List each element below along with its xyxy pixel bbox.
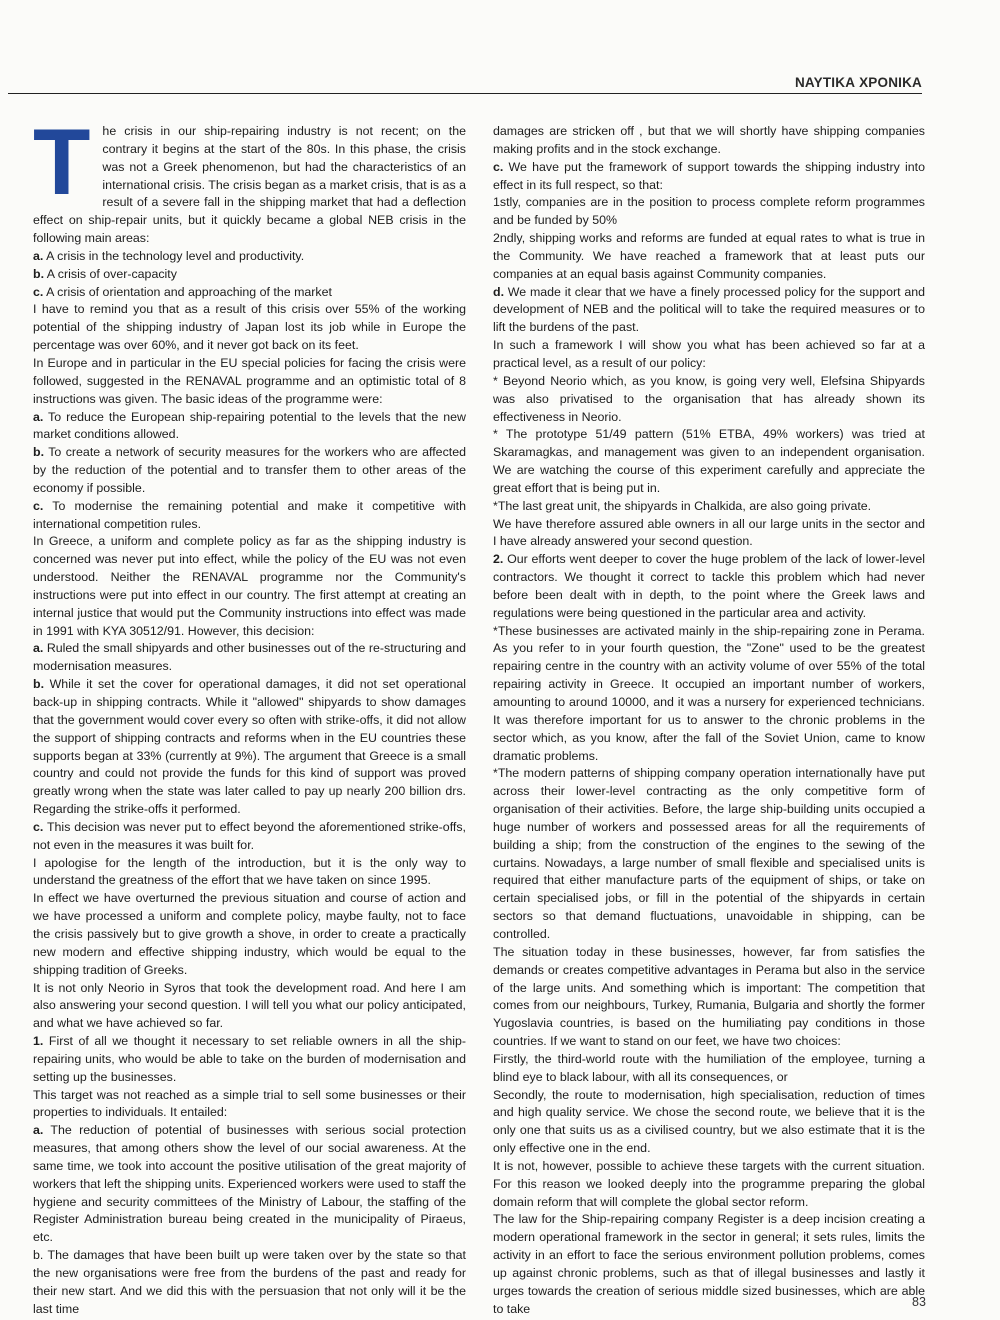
list-marker: 1.: [33, 1034, 44, 1049]
paragraph-text: We have put the framework of support towards the shipping industry into effect in its full respect, so that:: [493, 159, 925, 192]
paragraph-text: This decision was never put to effect beyond the aforementioned strike-offs, not even in the measures it was built for.: [33, 819, 466, 852]
paragraph: [493, 1158, 925, 1212]
paragraph-text: *The last great unit, the shipyards in Chalkida, are also going private.: [493, 498, 872, 513]
list-marker: c.: [33, 498, 44, 513]
paragraph: [493, 373, 925, 427]
paragraph-text: It is not, however, possible to achieve these targets with the current situation. For this reason we looked deeply into the programme preparing the global domain reform that will complete the global sector reform.: [493, 1158, 925, 1209]
paragraph-text: b. The damages that have been built up were taken over by the state so that the new organisations were free from the burdens of the past and ready for their new start. And we did this with the persuasion that not only will it be the last time: [33, 1248, 466, 1316]
paragraph: [33, 890, 466, 979]
paragraph: [493, 123, 925, 159]
list-marker: b.: [33, 677, 45, 692]
paragraph: [493, 1211, 925, 1318]
list-marker: a.: [33, 409, 44, 424]
paragraph: [493, 284, 925, 338]
paragraph-text: The reduction of potential of businesses with serious social protection measures, that among others show the level of our social awareness. At the same time, we took into account the positive utilisation of the great majority of workers that left the shipping units. Experienced workers were used to staff the hygiene and security committees of the Ministry of Labour, the staffing of the Register Administration bureau being created in the municipality of Piraeus, etc.: [33, 1123, 466, 1245]
paragraph: [33, 855, 466, 891]
list-marker: d.: [493, 284, 505, 299]
paragraph-text: * Beyond Neorio which, as you know, is going very well, Elefsina Shipyards was also privatised to the organisation that has already shown its effectiveness in Neorio.: [493, 373, 925, 424]
paragraph: [33, 1033, 466, 1087]
paragraph: [493, 765, 925, 943]
paragraph: [33, 498, 466, 534]
list-marker: a.: [33, 641, 44, 656]
paragraph-text: *The modern patterns of shipping company operation internationally have put across their lower-level contracting as the only competitive form of organisation of their activities. Before, the large ship-building units occupied a huge number of workers and possessed areas for all the requirements of building a ship; from the construction of the engines to the sewing of the curtains. Nowadays, a large number of small flexible and specialised units is required that either manufacture parts of the equipment of ships, or take on certain specialised jobs, or fill in the potential of the shipyards in certain sectors so that demand fluctuations, unavoidable in shipping, can be controlled.: [493, 766, 925, 941]
paragraph: [493, 194, 925, 230]
paragraph: [33, 640, 466, 676]
paragraph: [33, 284, 466, 302]
paragraph-text: * The prototype 51/49 pattern (51% ETBA, 49% workers) was tried at Skaramagkas, and management was given to an independent organisation. We are watching the course of this experiment carefully and appreciate the great effort that is being put in.: [493, 427, 925, 495]
paragraph: [493, 498, 925, 516]
article-column-left: [33, 109, 466, 1319]
paragraph-text: *These businesses are activated mainly in the ship-repairing zone in Perama. As you refer to in your fourth question, the "Zone" used to be the greatest repairing centre in the country with an activity volume of over 55% of the total repairing activity in Greece. It occupied an important number of workers, amounting to around 10000, and it was a nursery for experienced technicians. It was therefore important for us to answer to the chronic problems in the sector which, as you know, after the fall of the Soviet Union, came to know dramatic problems.: [493, 623, 925, 763]
paragraph: [33, 355, 466, 409]
paragraph: [33, 980, 466, 1034]
paragraph-text: We have therefore assured able owners in all our large units in the sector and I have already answered your second question.: [493, 516, 925, 549]
paragraph-text: In Europe and in particular in the EU special policies for facing the crisis were followed, suggested in the RENAVAL programme and an optimistic total of 8 instructions was given. The basic ideas of the programme were:: [33, 355, 466, 406]
magazine-title: ΝΑΥΤΙΚΑ ΧΡΟΝΙΚΑ: [779, 75, 922, 90]
paragraph-text: It is not only Neorio in Syros that took the development road. And here I am also answering your second question. I will tell you what our policy anticipated, and what we have achieved so far.: [33, 980, 466, 1031]
paragraph: [33, 266, 466, 284]
paragraph-text: In such a framework I will show you what has been achieved so far at a practical level, as a result of our policy:: [493, 338, 925, 370]
paragraph-text: I have to remind you that as a result of this crisis over 55% of the working potential of the shipping industry of Japan lost its job while in Europe the percentage was over 60%, and it never got back on its feet.: [33, 302, 466, 353]
paragraph-text: Ruled the small shipyards and other businesses out of the re-structuring and modernisation measures.: [33, 641, 466, 674]
paragraph: [33, 301, 466, 355]
list-marker: b.: [33, 445, 45, 460]
list-marker: c.: [33, 819, 44, 834]
list-marker: b.: [33, 266, 45, 281]
paragraph-text: 1stly, companies are in the position to process complete reform programmes and be funded by 50%: [493, 195, 925, 228]
list-marker: c.: [33, 284, 44, 299]
paragraph: [33, 109, 466, 248]
paragraph-text: First of all we thought it necessary to set reliable owners in all the ship-repairing units, who would be able to take on the burden of modernisation and setting up the businesses.: [33, 1034, 466, 1084]
paragraph: [493, 159, 925, 195]
paragraph-text: A crisis in the technology level and productivity.: [43, 248, 305, 263]
drop-cap: T: [33, 109, 91, 214]
paragraph: [33, 248, 466, 266]
paragraph: [493, 1051, 925, 1087]
list-marker: 2.: [493, 552, 504, 567]
paragraph: [33, 1087, 466, 1123]
list-marker: c.: [493, 159, 504, 174]
paragraph-text: To create a network of security measures for the workers who are affected by the reduction of the potential and to transfer them to other areas of the economy if possible.: [33, 445, 466, 495]
paragraph-text: The law for the Ship-repairing company Register is a deep incision creating a modern operational framework in the sector in general; it sets rules, limits the activity in an effort to face the serious environment pollution problems, comes up against chronic problems, such as that of illegal businesses and lastly it urges towards the creation of serious middle sized businesses, which are able to take: [493, 1212, 925, 1316]
paragraph-text: Firstly, the third-world route with the humiliation of the employee, turning a blind eye to black labour, with all its consequences, or: [493, 1051, 925, 1084]
paragraph-text: I apologise for the length of the introduction, but it is the only way to understand the greatness of the effort that we have taken on since 1995.: [33, 855, 466, 888]
paragraph: [33, 444, 466, 498]
paragraph-text: A crisis of over-capacity: [44, 266, 177, 281]
paragraph-text: 2ndly, shipping works and reforms are funded at equal rates to what is true in the Community. We have reached a framework that at least puts our companies at an equal basis against Community companies.: [493, 231, 925, 281]
paragraph-text: This target was not reached as a simple trial to sell some businesses or their properties to individuals. It entailed:: [33, 1087, 466, 1120]
paragraph: [33, 533, 466, 640]
paragraph: [493, 516, 925, 552]
page-header: [8, 72, 922, 96]
paragraph-text: In Greece, a uniform and complete policy as far as the shipping industry is concerned was never put into effect, while the policy of the EU was not even understood. Neither the RENAVAL programme nor the Community's instructions were put into effect in our country. The first attempt at creating an internal justice that would put the Community instructions into effect was made in 1991 with KYA 30512/91. However, this decision:: [33, 534, 466, 638]
paragraph-text: A crisis of orientation and approaching of the market: [43, 284, 332, 299]
paragraph-text: damages are stricken off , but that we will shortly have shipping companies making profits and in the stock exchange.: [493, 124, 925, 156]
paragraph-text: he crisis in our ship-repairing industry is not recent; on the contrary it begins at the start of the 80s. In this phase, the crisis was not a Greek phenomenon, but had the characteristics of an international crisis. The crisis began as a market crisis, that is as a result of a severe fall in the shipping market that had a deflection effect on ship-repair units, but it quickly became a global NEB crisis in the following main areas:: [33, 124, 466, 246]
paragraph: [493, 1087, 925, 1158]
paragraph-text: We made it clear that we have a finely processed policy for the support and development of NEB and the political will to take the required measures or to lift the burdens of the past.: [493, 284, 925, 335]
paragraph: [493, 623, 925, 766]
paragraph-text: Our efforts went deeper to cover the huge problem of the lack of lower-level contractors. We thought it correct to tackle this problem which had never before been dealt with in depth, to the point where the Greek laws and regulations were being questioned in the particular area and activity.: [493, 552, 925, 620]
paragraph-text: In effect we have overturned the previous situation and course of action and we have processed a uniform and complete policy, maybe faulty, not to face the crisis passively but to give growth a shove, in order to create a practically new modern and effective shipping industry, which would be equal to the shipping tradition of Greeks.: [33, 891, 466, 977]
paragraph: [493, 426, 925, 497]
paragraph: [33, 819, 466, 855]
list-marker: a.: [33, 248, 44, 263]
paragraph-text: To reduce the European ship-repairing potential to the levels that the new market conditions allowed.: [33, 409, 466, 442]
page-number: 83: [912, 1295, 926, 1309]
article-column-right: [493, 123, 925, 1319]
paragraph: [493, 551, 925, 622]
header-rule: [8, 93, 922, 94]
paragraph-text: While it set the cover for operational damages, it did not set operational back-up in shipping contracts. While it "allowed" shipyards to show damages that the government would cover every so often with strike-offs, it did not allow the support of shipping contracts and reforms when in the EU countries these supports began at 33% (currently at 9%). The argument that Greece is a small country and could not provide the funds for this kind of support was proved greatly wrong when the state was later called to pay up nearly 200 billion drs. Regarding the strike-offs it performed.: [33, 677, 466, 817]
paragraph: [33, 409, 466, 445]
paragraph-text: The situation today in these businesses, however, far from satisfies the demands or creates competitive advantages in Perama but also in the service of the large units. And something which is important: The competition that comes from our neighbours, Turkey, Rumania, Bulgaria and shortly the former Yugoslavia countries, is based on the humiliating pay conditions in those countries. If we want to stand on our feet, we have two choices:: [493, 944, 925, 1049]
paragraph: [493, 230, 925, 284]
paragraph: [33, 1122, 466, 1247]
paragraph: [493, 944, 925, 1051]
list-marker: a.: [33, 1123, 44, 1138]
paragraph-text: Secondly, the route to modernisation, high specialisation, reduction of times and high quality service. We chose the second route, we believe that it is the only one that suits us as a civilised country, but we also estimate that it is the only effective one in the end.: [493, 1087, 925, 1156]
paragraph-text: To modernise the remaining potential and make it competitive with international competition rules.: [33, 498, 466, 531]
paragraph: [33, 1247, 466, 1318]
paragraph: [33, 676, 466, 819]
paragraph: [493, 337, 925, 373]
